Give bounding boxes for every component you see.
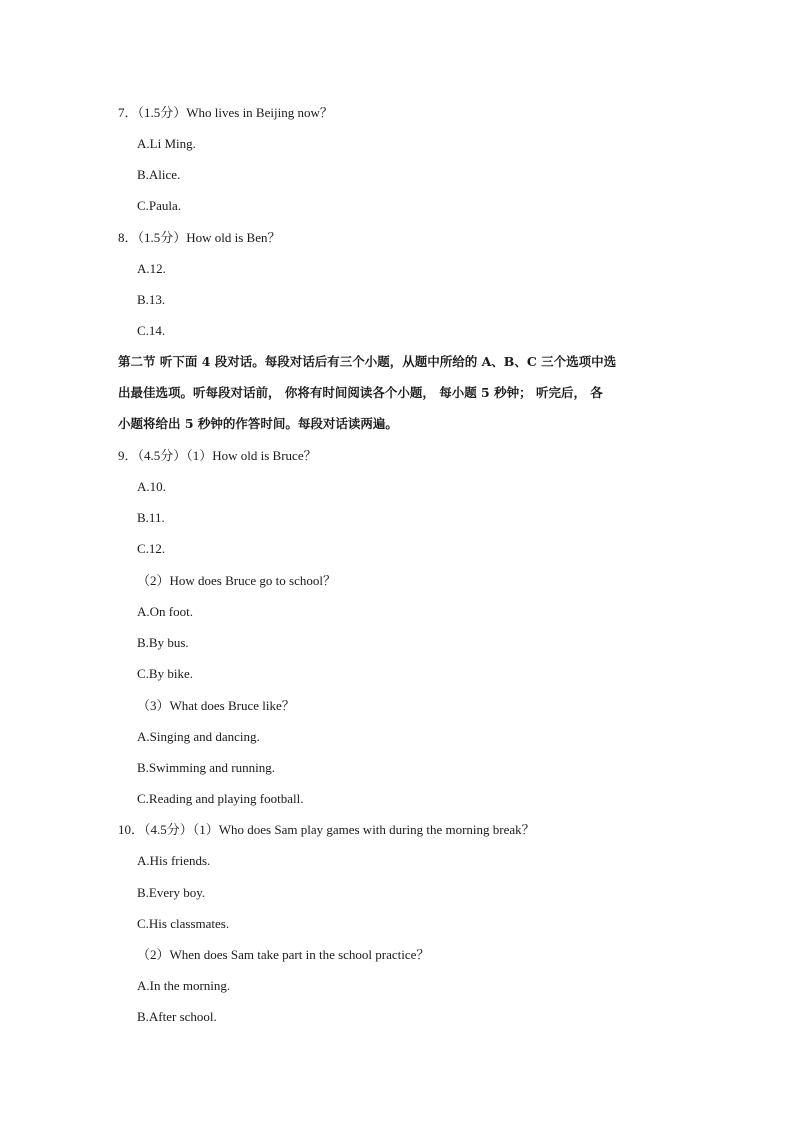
section-instruction-line-3: 小题将给出 5 秒钟的作答时间。每段对话读两遍。	[118, 416, 398, 431]
question-8: 8．（1.5分）How old is Ben？	[118, 230, 281, 245]
option-9-3a: A.Singing and dancing.	[137, 729, 260, 744]
question-10-2: （2）When does Sam take part in the school practice？	[137, 947, 430, 962]
option-8c: C.14.	[137, 323, 166, 338]
question-10-1: 10．（4.5分）（1）Who does Sam play games with during the morning break？	[118, 822, 535, 837]
question-9-3: （3）What does Bruce like？	[137, 698, 295, 713]
question-9-1: 9．（4.5分）（1）How old is Bruce？	[118, 448, 317, 463]
option-9-3b: B.Swimming and running.	[137, 760, 275, 775]
option-9-1b: B.11.	[137, 510, 165, 525]
question-9-2: （2）How does Bruce go to school？	[137, 573, 336, 588]
option-9-2b: B.By bus.	[137, 635, 189, 650]
option-9-3c: C.Reading and playing football.	[137, 791, 304, 806]
option-7b: B.Alice.	[137, 167, 181, 182]
option-8b: B.13.	[137, 292, 166, 307]
option-10-1a: A.His friends.	[137, 853, 211, 868]
option-9-2a: A.On foot.	[137, 604, 193, 619]
option-10-2a: A.In the morning.	[137, 978, 231, 993]
question-7: 7．（1.5分）Who lives in Beijing now？	[118, 105, 333, 120]
option-8a: A.12.	[137, 261, 166, 276]
option-7c: C.Paula.	[137, 198, 182, 213]
section-instruction-line-1: 第二节 听下面 4 段对话。每段对话后有三个小题，从题中所给的 A、B、C 三个选项中选	[118, 354, 617, 369]
section-instruction-line-2: 出最佳选项。听每段对话前， 你将有时间阅读各个小题， 每小题 5 秒钟； 听完后， 各	[118, 385, 603, 400]
option-10-1b: B.Every boy.	[137, 885, 206, 900]
option-9-2c: C.By bike.	[137, 666, 193, 681]
option-7a: A.Li Ming.	[137, 136, 196, 151]
option-10-1c: C.His classmates.	[137, 916, 230, 931]
option-9-1a: A.10.	[137, 479, 166, 494]
option-9-1c: C.12.	[137, 541, 166, 556]
option-10-2b: B.After school.	[137, 1009, 217, 1024]
